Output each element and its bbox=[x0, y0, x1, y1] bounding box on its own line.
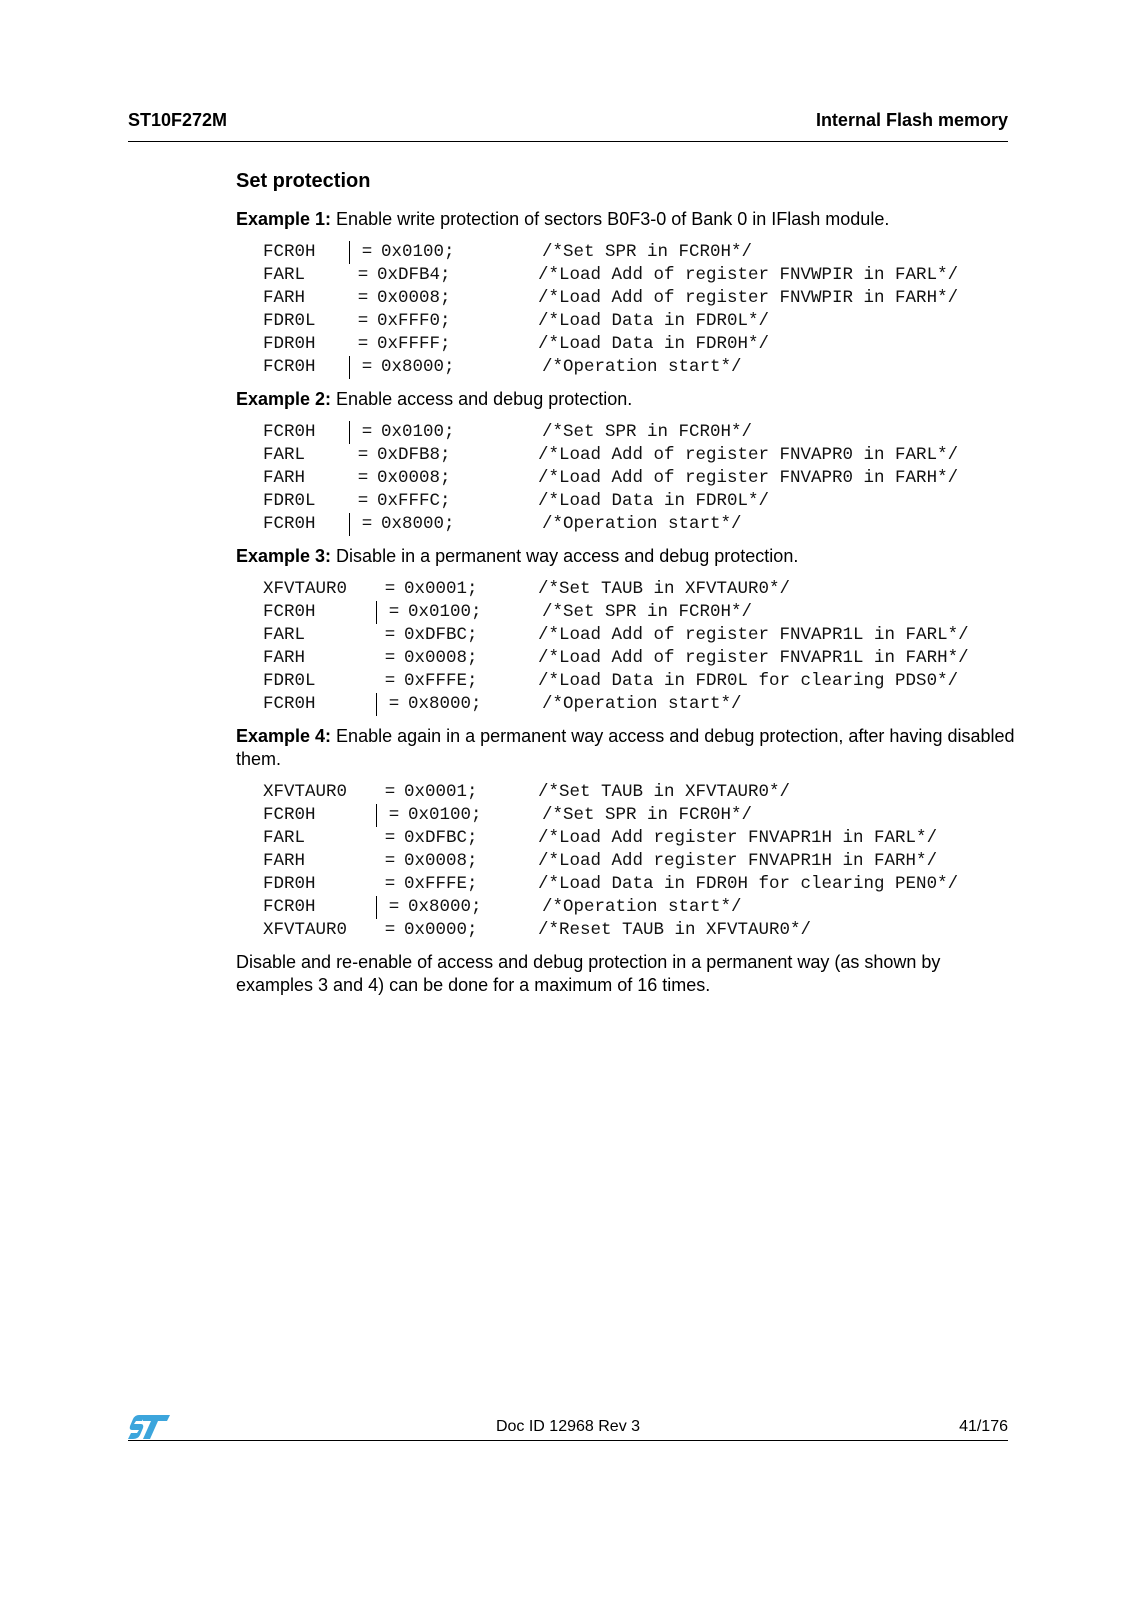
code-register: FARL bbox=[263, 828, 306, 848]
code-register: FDR0L bbox=[263, 671, 316, 691]
example-4-label: Example 4: bbox=[236, 726, 332, 746]
code-operator: = bbox=[349, 356, 381, 379]
code-comment: /*Load Add register FNVAPR1H in FARH*/ bbox=[538, 851, 938, 871]
code-comment: /*Set SPR in FCR0H*/ bbox=[542, 602, 753, 622]
code-operator: = bbox=[357, 265, 369, 285]
code-value: 0xDFBC; bbox=[404, 625, 478, 645]
code-comment: /*Load Data in FDR0L for clearing PDS0*/ bbox=[538, 671, 959, 691]
code-operator: = bbox=[349, 241, 381, 264]
code-line bbox=[263, 467, 1016, 490]
footer-doc-id: Doc ID 12968 Rev 3 bbox=[495, 1418, 641, 1435]
code-comment: /*Load Data in FDR0H for clearing PEN0*/ bbox=[538, 874, 959, 894]
code-line bbox=[263, 670, 1016, 693]
example-3-text: Disable in a permanent way access and debug protection. bbox=[331, 546, 799, 566]
code-register: FARL bbox=[263, 625, 306, 645]
code-line bbox=[263, 513, 1016, 536]
code-value: 0xDFB8; bbox=[377, 445, 451, 465]
code-operator: = bbox=[357, 468, 369, 488]
code-line bbox=[263, 287, 1016, 310]
code-value: 0x8000; bbox=[408, 694, 482, 714]
code-value: 0xDFB4; bbox=[377, 265, 451, 285]
code-register: FDR0H bbox=[263, 334, 316, 354]
code-register: FCR0H bbox=[263, 242, 316, 262]
code-register: FCR0H bbox=[263, 422, 316, 442]
code-comment: /*Operation start*/ bbox=[542, 897, 742, 917]
code-comment: /*Load Add of register FNVAPR0 in FARL*/ bbox=[538, 445, 959, 465]
code-register: FARL bbox=[263, 445, 306, 465]
code-value: 0xDFBC; bbox=[404, 828, 478, 848]
code-block-example-4 bbox=[263, 781, 1016, 942]
code-operator: = bbox=[357, 334, 369, 354]
code-operator: = bbox=[357, 311, 369, 331]
code-line bbox=[263, 421, 1016, 444]
code-operator: = bbox=[384, 828, 396, 848]
example-1-label: Example 1: bbox=[236, 209, 332, 229]
code-line bbox=[263, 310, 1016, 333]
code-comment: /*Load Add of register FNVWPIR in FARH*/ bbox=[538, 288, 959, 308]
code-value: 0xFFFC; bbox=[377, 491, 451, 511]
code-register: FCR0H bbox=[263, 602, 316, 622]
code-register: XFVTAUR0 bbox=[263, 920, 348, 940]
code-comment: /*Operation start*/ bbox=[542, 694, 742, 714]
code-line bbox=[263, 804, 1016, 827]
section-title: Set protection bbox=[236, 170, 371, 192]
code-operator: = bbox=[376, 693, 408, 716]
header-product-name: ST10F272M bbox=[128, 110, 228, 130]
example-1-text: Enable write protection of sectors B0F3-0 of Bank 0 in IFlash module. bbox=[331, 209, 890, 229]
code-operator: = bbox=[384, 851, 396, 871]
code-line bbox=[263, 873, 1016, 896]
code-comment: /*Operation start*/ bbox=[542, 514, 742, 534]
code-comment: /*Load Add of register FNVAPR1L in FARL*/ bbox=[538, 625, 969, 645]
code-value: 0x0100; bbox=[381, 422, 455, 442]
code-line bbox=[263, 827, 1016, 850]
code-comment: /*Reset TAUB in XFVTAUR0*/ bbox=[538, 920, 812, 940]
code-value: 0x0008; bbox=[404, 648, 478, 668]
code-line bbox=[263, 490, 1016, 513]
code-line bbox=[263, 578, 1016, 601]
code-register: FCR0H bbox=[263, 514, 316, 534]
code-comment: /*Set SPR in FCR0H*/ bbox=[542, 422, 753, 442]
code-register: FCR0H bbox=[263, 897, 316, 917]
code-block-example-2 bbox=[263, 421, 1016, 536]
code-value: 0x0000; bbox=[404, 920, 478, 940]
code-register: FARH bbox=[263, 648, 306, 668]
code-comment: /*Load Data in FDR0L*/ bbox=[538, 491, 770, 511]
code-value: 0x0008; bbox=[377, 288, 451, 308]
code-value: 0x0100; bbox=[381, 242, 455, 262]
closing-paragraph: Disable and re-enable of access and debug protection in a permanent way (as shown by examples 3 and 4) can be done for a maximum of 16 times. bbox=[236, 952, 941, 995]
code-value: 0xFFFE; bbox=[404, 671, 478, 691]
example-2-description bbox=[236, 388, 1016, 411]
code-operator: = bbox=[384, 874, 396, 894]
page-header bbox=[128, 110, 1008, 142]
example-4-description bbox=[236, 725, 1016, 771]
page-content bbox=[236, 170, 1016, 1007]
code-operator: = bbox=[384, 782, 396, 802]
code-value: 0x0008; bbox=[404, 851, 478, 871]
code-register: XFVTAUR0 bbox=[263, 782, 348, 802]
code-line bbox=[263, 444, 1016, 467]
code-value: 0xFFFF; bbox=[377, 334, 451, 354]
example-2-label: Example 2: bbox=[236, 389, 332, 409]
code-line bbox=[263, 333, 1016, 356]
code-line bbox=[263, 241, 1016, 264]
code-comment: /*Set SPR in FCR0H*/ bbox=[542, 242, 753, 262]
code-value: 0x8000; bbox=[381, 357, 455, 377]
code-comment: /*Load Add of register FNVAPR1L in FARH*/ bbox=[538, 648, 969, 668]
code-comment: /*Set SPR in FCR0H*/ bbox=[542, 805, 753, 825]
code-register: FARH bbox=[263, 468, 306, 488]
code-comment: /*Operation start*/ bbox=[542, 357, 742, 377]
code-operator: = bbox=[384, 625, 396, 645]
code-comment: /*Load Add of register FNVWPIR in FARL*/ bbox=[538, 265, 959, 285]
code-register: FDR0L bbox=[263, 491, 316, 511]
code-comment: /*Load Add of register FNVAPR0 in FARH*/ bbox=[538, 468, 959, 488]
code-register: XFVTAUR0 bbox=[263, 579, 348, 599]
code-operator: = bbox=[384, 648, 396, 668]
example-3-description bbox=[236, 545, 1016, 568]
code-operator: = bbox=[376, 601, 408, 624]
code-line bbox=[263, 919, 1016, 942]
code-operator: = bbox=[376, 896, 408, 919]
code-line bbox=[263, 850, 1016, 873]
code-operator: = bbox=[384, 579, 396, 599]
example-3-label: Example 3: bbox=[236, 546, 332, 566]
code-register: FCR0H bbox=[263, 357, 316, 377]
code-value: 0x8000; bbox=[381, 514, 455, 534]
code-value: 0x8000; bbox=[408, 897, 482, 917]
code-value: 0xFFFE; bbox=[404, 874, 478, 894]
code-line bbox=[263, 693, 1016, 716]
code-operator: = bbox=[357, 445, 369, 465]
code-value: 0x0100; bbox=[408, 805, 482, 825]
page-footer bbox=[128, 1414, 1008, 1441]
code-value: 0x0008; bbox=[377, 468, 451, 488]
code-operator: = bbox=[349, 421, 381, 444]
example-4-text: Enable again in a permanent way access and debug protection, after having disabled them. bbox=[236, 726, 1015, 769]
code-line bbox=[263, 264, 1016, 287]
code-value: 0x0001; bbox=[404, 579, 478, 599]
code-line bbox=[263, 356, 1016, 379]
code-operator: = bbox=[376, 804, 408, 827]
code-register: FCR0H bbox=[263, 694, 316, 714]
code-operator: = bbox=[349, 513, 381, 536]
code-comment: /*Load Add register FNVAPR1H in FARL*/ bbox=[538, 828, 938, 848]
code-block-example-1 bbox=[263, 241, 1016, 379]
code-register: FARL bbox=[263, 265, 306, 285]
code-value: 0xFFF0; bbox=[377, 311, 451, 331]
code-block-example-3 bbox=[263, 578, 1016, 716]
example-1-description bbox=[236, 208, 1016, 231]
code-operator: = bbox=[357, 288, 369, 308]
code-value: 0x0001; bbox=[404, 782, 478, 802]
code-operator: = bbox=[384, 920, 396, 940]
header-section-name: Internal Flash memory bbox=[815, 110, 1008, 130]
code-comment: /*Load Data in FDR0L*/ bbox=[538, 311, 770, 331]
footer-page-number: 41/176 bbox=[959, 1418, 1008, 1435]
code-value: 0x0100; bbox=[408, 602, 482, 622]
code-comment: /*Load Data in FDR0H*/ bbox=[538, 334, 770, 354]
code-operator: = bbox=[357, 491, 369, 511]
code-register: FDR0H bbox=[263, 874, 316, 894]
code-register: FDR0L bbox=[263, 311, 316, 331]
code-line bbox=[263, 624, 1016, 647]
code-line bbox=[263, 601, 1016, 624]
code-register: FCR0H bbox=[263, 805, 316, 825]
code-comment: /*Set TAUB in XFVTAUR0*/ bbox=[538, 579, 791, 599]
example-2-text: Enable access and debug protection. bbox=[331, 389, 633, 409]
code-register: FARH bbox=[263, 851, 306, 871]
code-line bbox=[263, 781, 1016, 804]
code-line bbox=[263, 647, 1016, 670]
code-register: FARH bbox=[263, 288, 306, 308]
code-comment: /*Set TAUB in XFVTAUR0*/ bbox=[538, 782, 791, 802]
code-line bbox=[263, 896, 1016, 919]
code-operator: = bbox=[384, 671, 396, 691]
